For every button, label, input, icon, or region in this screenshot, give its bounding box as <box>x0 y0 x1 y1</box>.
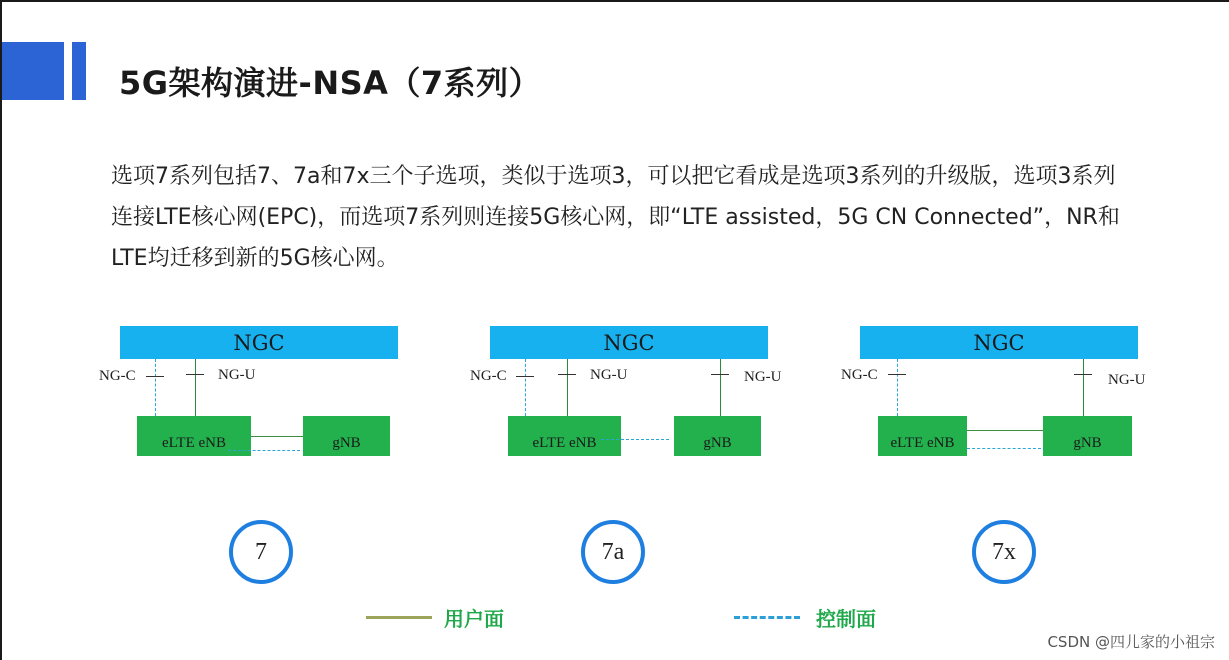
legend-user-plane-line <box>366 616 432 619</box>
xn-user-link <box>251 436 303 437</box>
legend-control-plane-label: 控制面 <box>816 607 876 631</box>
option-7-badge: 7 <box>229 520 293 584</box>
diagram-option-7x <box>840 326 1160 466</box>
ngu-tick <box>186 374 204 375</box>
option-7x-badge: 7x <box>972 520 1036 584</box>
gnb-ngu-link <box>720 359 721 416</box>
ngc-control-link <box>897 359 898 416</box>
ng-c-label: NG-C <box>841 367 878 383</box>
ngu-user-link <box>195 359 196 416</box>
ngu-user-link <box>567 359 568 416</box>
ng-u-label-gnb: NG-U <box>1108 372 1146 388</box>
gnb-ngu-tick <box>711 374 729 375</box>
ng-u-label: NG-U <box>590 367 628 383</box>
legend-user-plane-label: 用户面 <box>444 607 504 631</box>
legend-control-plane-line <box>734 616 800 619</box>
ng-c-label: NG-C <box>99 368 136 384</box>
gnb-ngu-link <box>1083 359 1084 416</box>
elte-enb-box: eLTE eNB <box>137 416 251 456</box>
ng-u-label: NG-U <box>218 367 256 383</box>
ngc-tick <box>516 376 534 377</box>
option-7a-badge: 7a <box>581 520 645 584</box>
ngu-tick <box>558 374 576 375</box>
header-accent-bar <box>2 42 64 100</box>
xn-control-link <box>601 439 669 440</box>
ngc-box: NGC <box>860 326 1138 359</box>
gnb-box: gNB <box>674 416 761 456</box>
ngc-control-link <box>155 359 156 416</box>
diagram-option-7 <box>100 326 420 466</box>
ng-u-label-gnb: NG-U <box>744 369 782 385</box>
slide-body-text: 选项7系列包括7、7a和7x三个子选项，类似于选项3，可以把它看成是选项3系列的升级版，选项3系列连接LTE核心网(EPC)，而选项7系列则连接5G核心网，即“LTE assisted，5G CN Connected”，NR和LTE均迁移到新的5G核心网。 <box>111 164 1120 271</box>
xn-user-link <box>967 430 1043 431</box>
gnb-box: gNB <box>1043 416 1132 456</box>
ngc-box: NGC <box>120 326 398 359</box>
ngc-tick <box>888 374 906 375</box>
gnb-ngu-tick <box>1074 374 1092 375</box>
ng-c-label: NG-C <box>470 368 507 384</box>
elte-enb-box: eLTE eNB <box>508 416 621 456</box>
ngc-tick <box>146 376 164 377</box>
gnb-box: gNB <box>303 416 390 456</box>
elte-enb-box: eLTE eNB <box>878 416 967 456</box>
slide-title: 5G架构演进-NSA（7系列） <box>119 64 542 102</box>
slide-top-border <box>0 0 1229 2</box>
ngc-control-link <box>525 359 526 416</box>
xn-control-link <box>228 450 300 451</box>
csdn-watermark: CSDN @四儿家的小祖宗 <box>1047 633 1215 651</box>
ngc-box: NGC <box>490 326 768 359</box>
xn-control-link <box>967 448 1041 449</box>
diagram-option-7a <box>470 326 790 466</box>
header-accent-bar-thin <box>72 42 86 100</box>
